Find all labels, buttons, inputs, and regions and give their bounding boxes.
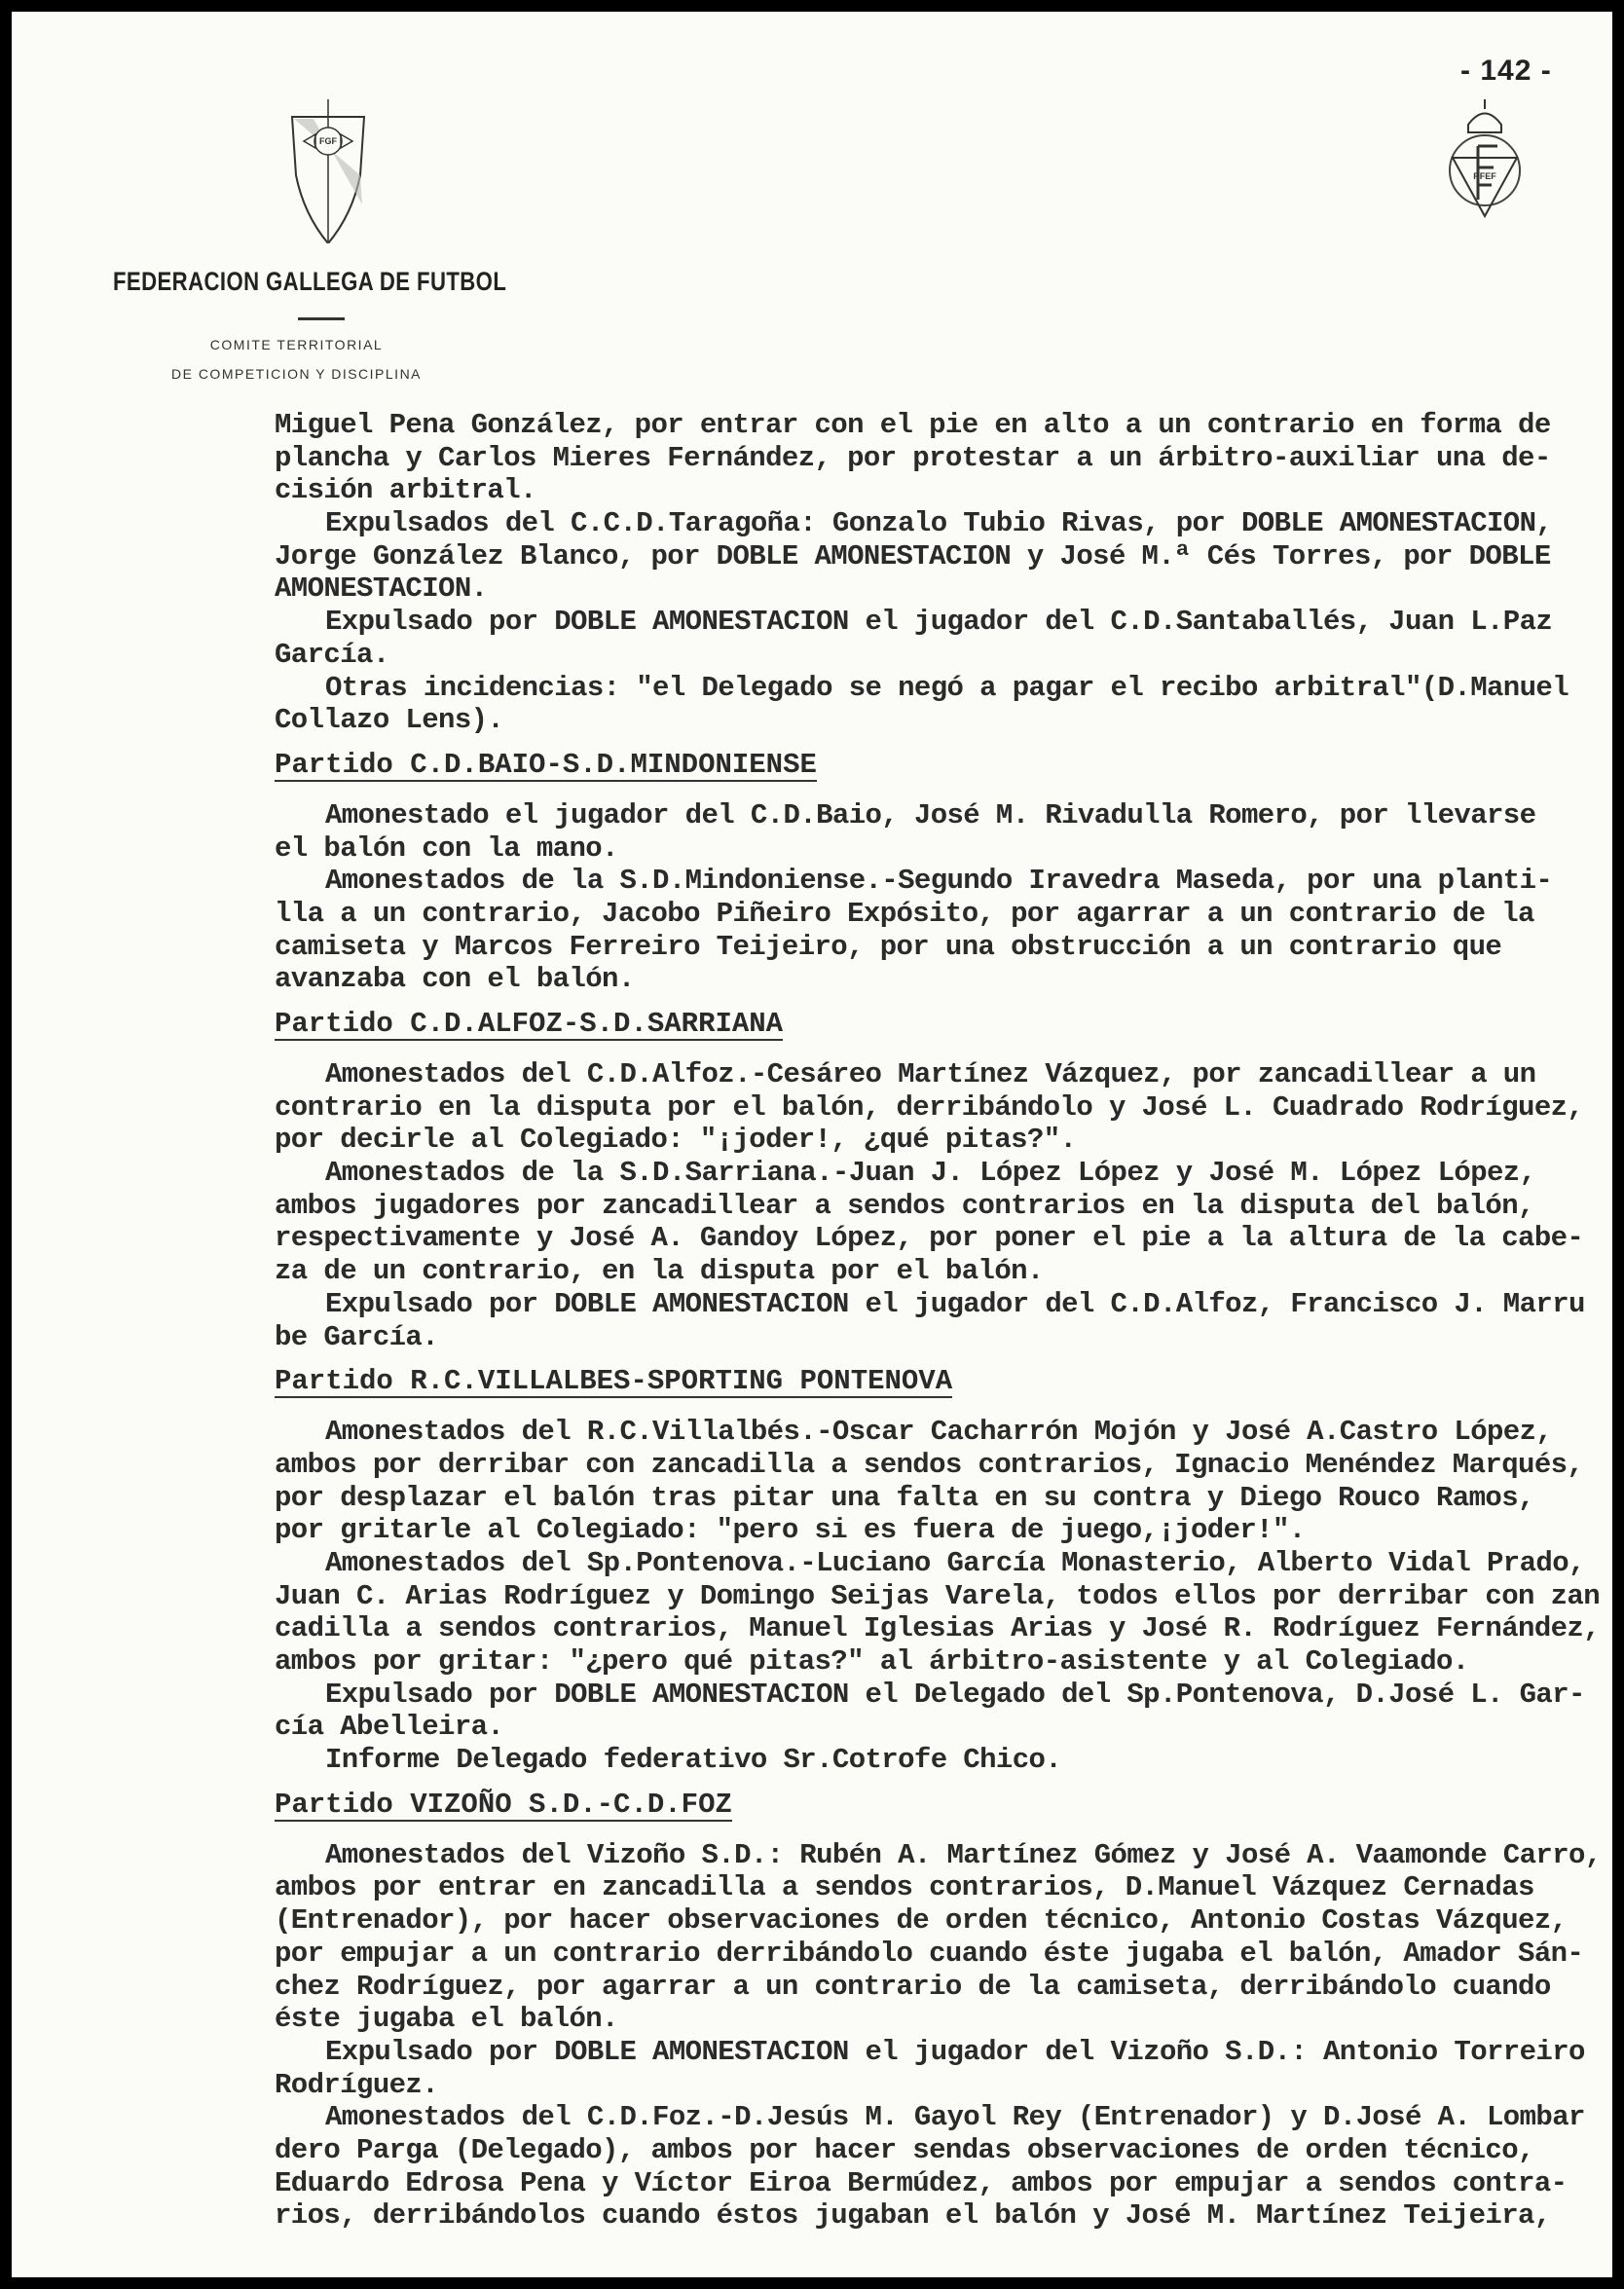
text-line: por empujar a un contrario derribándolo cuando éste jugaba el balón, Amador Sán- [275,1937,1584,1970]
text-line: dero Parga (Delegado), ambos por hacer sendas observaciones de orden técnico, [275,2133,1534,2166]
text-line: Expulsado por DOBLE AMONESTACION el jugador del C.D.Alfoz, Francisco J. Marru [325,1287,1585,1320]
text-line: Rodríguez. [275,2068,439,2101]
text-line: Expulsado por DOBLE AMONESTACION el jugador del Vizoño S.D.: Antonio Torreiro [325,2035,1585,2068]
right-logo-monogram: RFEF [1473,171,1496,181]
text-line: AMONESTACION. [275,572,488,606]
text-line: Juan C. Arias Rodríguez y Domingo Seijas Varela, todos ellos por derribar con zan [275,1579,1601,1612]
text-line: Collazo Lens). [275,704,504,737]
committee-line-1: COMITE TERRITORIAL [209,337,384,352]
text-line: éste jugaba el balón. [275,2003,618,2036]
text-line: Miguel Pena González, por entrar con el pie en alto a un contrario en forma de [275,409,1551,441]
left-logo-monogram: FGF [319,136,337,146]
text-line: ambos por derribar con zancadilla a sendos contrarios, Ignacio Menéndez Marqués, [275,1448,1584,1481]
federation-shield-logo [284,97,372,248]
text-line: cía Abelleira. [275,1711,504,1744]
text-line: Amonestados de la S.D.Sarriana.-Juan J. López López y José M. López López, [325,1157,1536,1190]
text-line: Amonestados del Vizoño S.D.: Rubén A. Martínez Gómez y José A. Vaamonde Carro, [325,1838,1602,1871]
text-line: Amonestados del C.D.Alfoz.-Cesáreo Martínez Vázquez, por zancadillear a un [325,1058,1536,1090]
text-line: contrario en la disputa por el balón, derribándolo y José L. Cuadrado Rodríguez, [275,1090,1584,1124]
text-line: Informe Delegado federativo Sr.Cotrofe Chico. [325,1744,1062,1777]
text-line: (Entrenador), por hacer observaciones de orden técnico, Antonio Costas Vázquez, [275,1904,1568,1938]
text-line: lla a un contrario, Jacobo Piñeiro Expósito, por agarrar a un contrario de la [275,897,1534,930]
match-section-header [275,1353,1608,1416]
match-section-header [275,996,1608,1058]
text-line: be García. [275,1320,439,1353]
text-line: por gritarle al Colegiado: "pero si es fuera de juego,¡joder!". [275,1514,1306,1547]
text-line: plancha y Carlos Mieres Fernández, por protestar a un árbitro-auxiliar una de- [275,441,1551,474]
committee-line-2: DE COMPETICION Y DISCIPLINA [170,366,423,382]
text-line: por decirle al Colegiado: "¡joder!, ¿qué pitas?". [275,1124,1077,1157]
text-line: ambos por entrar en zancadilla a sendos contrarios, D.Manuel Vázquez Cernadas [275,1871,1534,1904]
text-line: za de un contrario, en la disputa por el balón. [275,1255,1044,1288]
text-line: Amonestados del R.C.Villalbés.-Oscar Cacharrón Mojón y José A.Castro López, [325,1416,1553,1449]
federation-name: FEDERACION GALLEGA DE FUTBOL [113,267,507,296]
match-title: Partido C.D.ALFOZ-S.D.SARRIANA [275,1008,784,1040]
text-line: camiseta y Marcos Ferreiro Teijeiro, por una obstrucción a un contrario que [275,930,1502,963]
text-line: Amonestados del Sp.Pontenova.-Luciano García Monasterio, Alberto Vidal Prado, [325,1546,1585,1579]
text-line: cisión arbitral. [275,474,536,507]
text-line: Expulsado por DOBLE AMONESTACION el jugador del C.D.Santaballés, Juan L.Paz [325,606,1553,639]
document-page [12,12,1612,2277]
text-line: Otras incidencias: "el Delegado se negó a pagar el recibo arbitral"(D.Manuel [325,671,1569,704]
rfef-crest-logo [1441,97,1529,229]
text-line: Eduardo Edrosa Pena y Víctor Eiroa Bermúdez, ambos por empujar a sendos contra- [275,2166,1568,2199]
text-line: chez Rodríguez, por agarrar a un contrario de la camiseta, derribándolo cuando [275,1970,1551,2003]
text-line: respectivamente y José A. Gandoy López, por poner el pie a la altura de la cabe- [275,1222,1584,1255]
text-line: Jorge González Blanco, por DOBLE AMONESTACION y José M.ª Cés Torres, por DOBLE [275,539,1551,572]
text-line: García. [275,638,389,671]
text-line: rios, derribándolos cuando éstos jugaban el balón y José M. Martínez Teijeira, [275,2199,1551,2233]
text-line: Amonestado el jugador del C.D.Baio, José M. Rivadulla Romero, por llevarse [325,798,1536,831]
text-line: el balón con la mano. [275,831,618,865]
text-line: Amonestados de la S.D.Mindoniense.-Segundo Iravedra Maseda, por una planti- [325,865,1553,898]
match-title: Partido VIZOÑO S.D.-C.D.FOZ [275,1788,732,1821]
text-line: por desplazar el balón tras pitar una falta en su contra y Diego Rouco Ramos, [275,1481,1534,1514]
match-section-header [275,1777,1608,1839]
match-section-header [275,737,1608,799]
text-line: Expulsado por DOBLE AMONESTACION el Delegado del Sp.Pontenova, D.José L. Gar- [325,1678,1585,1711]
document-body [275,409,1608,2233]
text-line: ambos por gritar: "¿pero qué pitas?" al árbitro-asistente y al Colegiado. [275,1645,1469,1678]
text-line: avanzaba con el balón. [275,963,635,996]
text-line: cadilla a sendos contrarios, Manuel Iglesias Arias y José R. Rodríguez Fernández, [275,1612,1601,1645]
divider [298,317,345,320]
page-number: - 142 - [1460,55,1552,87]
match-title: Partido R.C.VILLALBES-SPORTING PONTENOVA [275,1365,953,1398]
text-line: Amonestados del C.D.Foz.-D.Jesús M. Gayol Rey (Entrenador) y D.José A. Lombar [325,2101,1585,2134]
match-title: Partido C.D.BAIO-S.D.MINDONIENSE [275,748,817,781]
text-line: Expulsados del C.C.D.Taragoña: Gonzalo Tubio Rivas, por DOBLE AMONESTACION, [325,507,1553,540]
text-line: ambos jugadores por zancadillear a sendos contrarios en la disputa del balón, [275,1189,1534,1222]
